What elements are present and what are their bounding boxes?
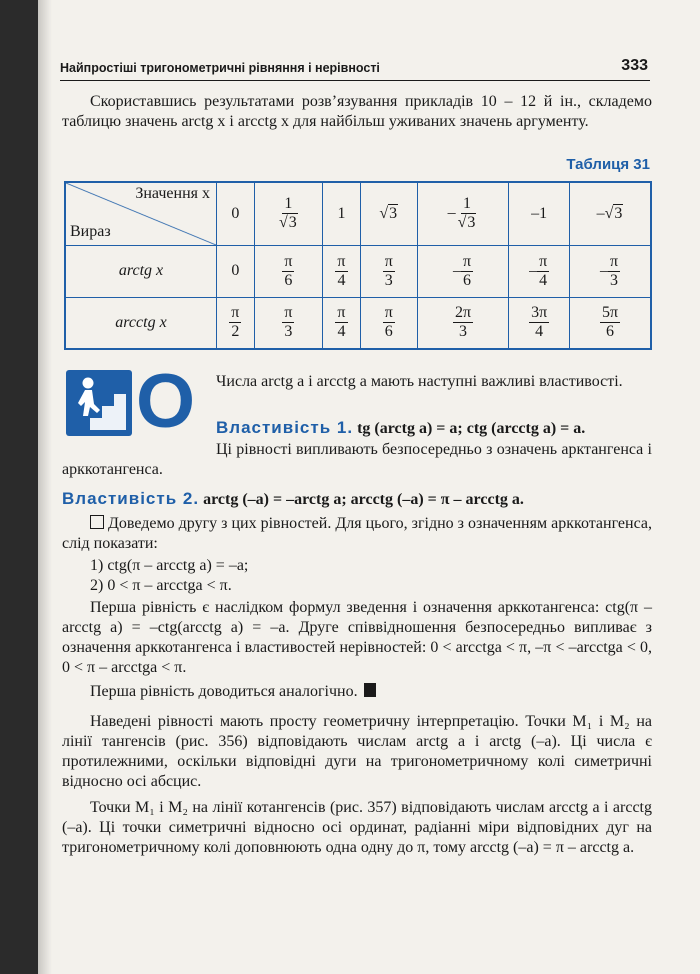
proof-start-square-icon: [90, 515, 104, 529]
property-1-label: Властивість 1.: [216, 418, 354, 437]
values-table: [64, 181, 652, 350]
arg-cell: √3: [360, 182, 417, 245]
arg-cell: $\frac{1}{√3}$: [254, 182, 322, 245]
arg-cell: 1: [323, 182, 361, 245]
running-header: [60, 56, 650, 81]
person-climbing-stairs-icon: [66, 370, 132, 436]
page-number: 333: [621, 57, 648, 74]
geometry-paragraph-1: Наведені рівності мають просту геометричну інтерпретацію. Точки M₁ і M₂ на лінії тангенсів (рис. 356) відповідають числам arctg a і arctg (–a). Ці числа є протилежними, оскільки відповідні дуги на тригонометричному колі симетричні відносно осі абсцис.: [62, 713, 652, 790]
table-header-row: [65, 182, 651, 245]
numbers-paragraph: Числа arctg a і arcctg a мають наступні важливі властивості.: [216, 373, 623, 390]
geometry-paragraph-2: Точки M₁ і M₂ на лінії котангенсів (рис. 357) відповідають числам arcctg a і arcctg (–a). Ці точки симетричні відносно осі ординат, радіанні міри відповідних дуг на тригонометричному колі доповнюють одна одну до π, тому arcctg (–a) = π – arcctg a.: [62, 799, 652, 856]
arg-cell: –√3: [570, 182, 652, 245]
table-corner-cell: [65, 182, 217, 245]
proof-end-square-icon: [364, 683, 376, 697]
table-row-arcctg: arcctg x $\frac{\pi}{2}$ $\frac{\pi}{3}$ $\frac{\pi}{4}$ $\frac{\pi}{6}$ $\frac{2\pi}{3}$ $\frac{3\pi}{4}$ $\frac{5\pi}{6}$: [65, 297, 651, 349]
property-2-formula: arctg (–a) = –arctg a; arcctg (–a) = π – arcctg a.: [203, 491, 524, 508]
row-label: arcctg x: [65, 297, 217, 349]
o-letter-icon: O: [136, 359, 196, 444]
arg-cell: – $\frac{1}{√3}$: [417, 182, 509, 245]
proof-intro: Доведемо другу з цих рівностей. Для цього, згідно з означенням арккотангенса, слід показати:: [62, 515, 652, 552]
table-row-arctg: arctg x 0 $\frac{\pi}{6}$ $\frac{\pi}{4}$ $\frac{\pi}{3}$ – $\frac{\pi}{6}$ – $\frac{\pi}{4}$ – $\frac{\pi}{3}$: [65, 245, 651, 297]
intro-paragraph: Скориставшись результатами розв’язування прикладів 10 – 12 й ін., складемо таблицю значень arctg x і arcctg x для найбільш уживаних значень аргументу.: [62, 93, 652, 130]
definition-logo: [66, 359, 196, 444]
property-1-formula: tg (arctg a) = a; ctg (arcctg a) = a.: [357, 420, 586, 437]
proof-paragraph: Перша рівність є наслідком формул зведення і означення арккотангенса: ctg(π – arcctg a) = –ctg(arcctg a) = –a. Друге співвідношення безпосередньо випливає з означення арккотангенса і властивостей нерівностей: 0 < arcctga < π, –π < –arcctga < 0, 0 < π – arcctga < π.: [62, 599, 652, 676]
property-1-text: Ці рівності випливають безпосередньо з означень арктангенса і арккотангенса.: [62, 441, 652, 478]
header-title: Найпростіші тригонометричні рівняння і нерівності: [60, 61, 380, 75]
arg-cell: 0: [217, 182, 255, 245]
book-page: [38, 0, 700, 974]
corner-label-values: Значення x: [135, 185, 210, 202]
corner-label-expression: Вираз: [70, 222, 111, 240]
arg-cell: –1: [509, 182, 570, 245]
proof-last-line: Перша рівність доводиться аналогічно.: [62, 682, 652, 702]
property-2-line: [62, 489, 652, 510]
proof-item-2: 2) 0 < π – arcctga < π.: [90, 577, 232, 594]
property-2-label: Властивість 2.: [62, 489, 200, 508]
property-1-line: [216, 418, 652, 439]
table-caption: Таблиця 31: [566, 156, 650, 173]
row-label: arctg x: [65, 245, 217, 297]
proof-item-1: 1) ctg(π – arcctg a) = –a;: [90, 557, 249, 574]
